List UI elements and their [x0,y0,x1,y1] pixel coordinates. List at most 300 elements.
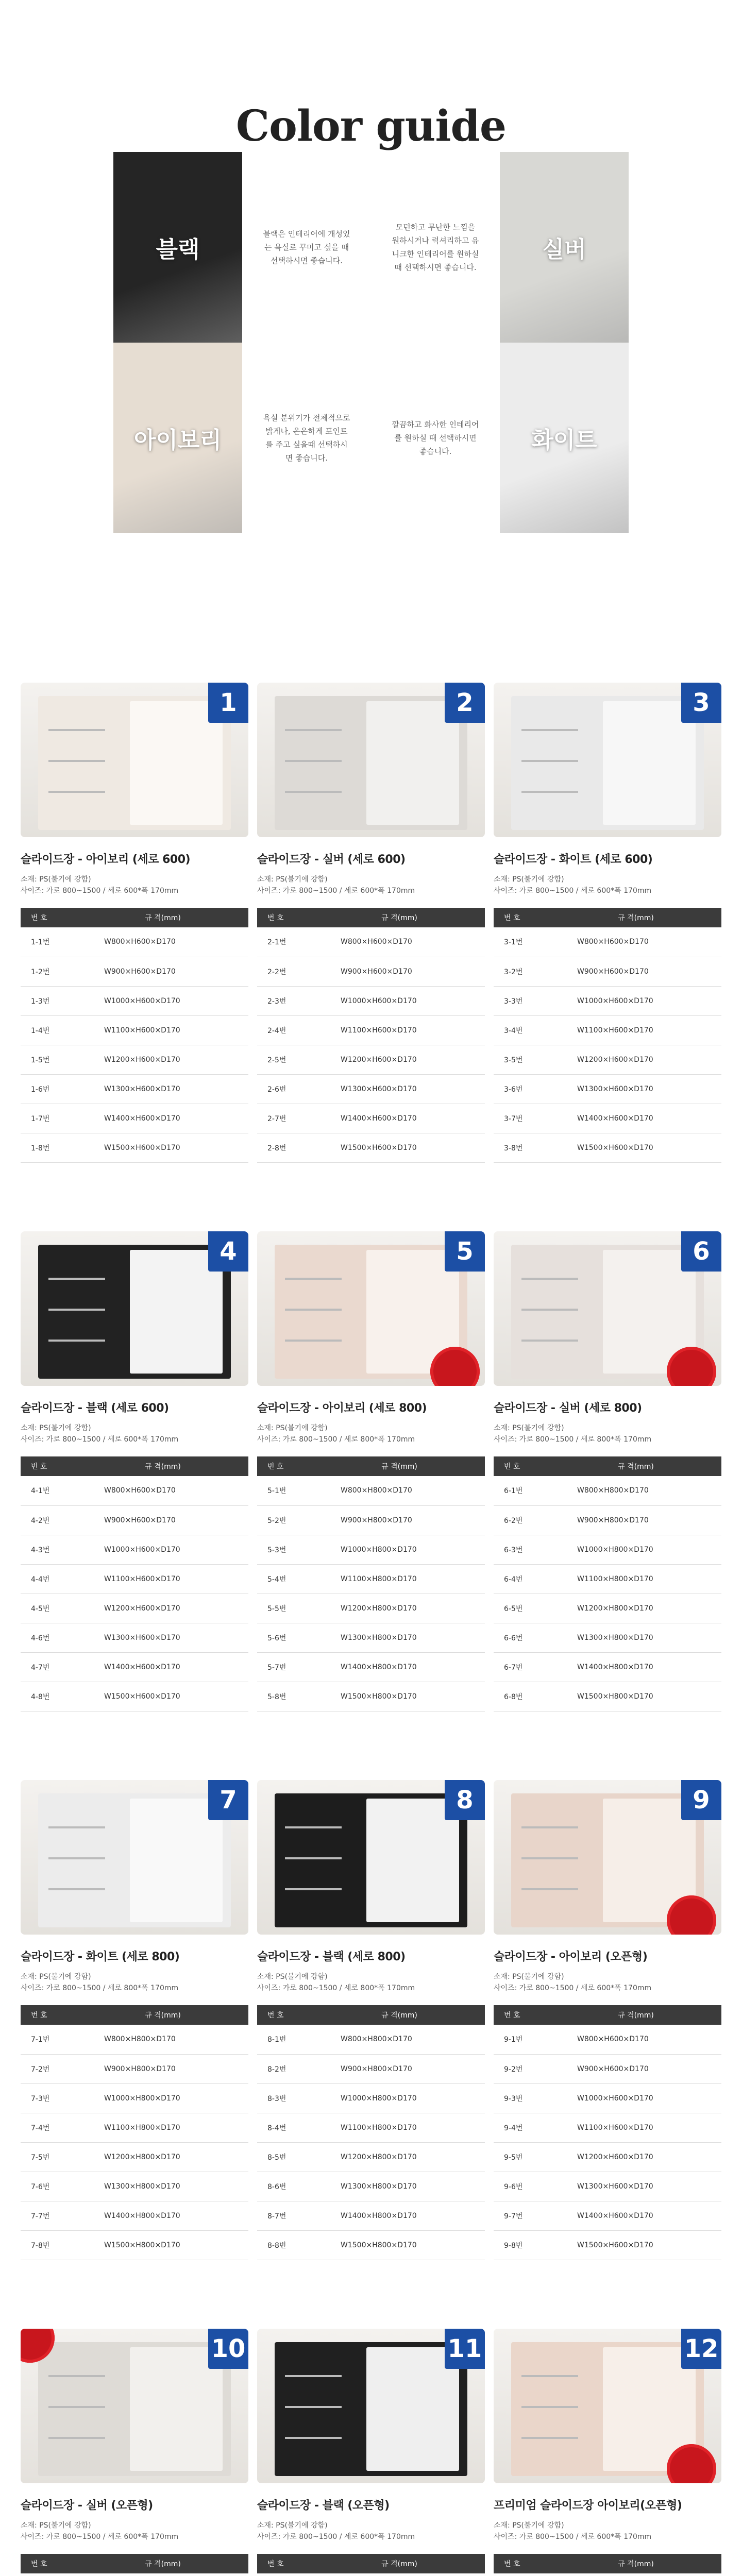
cell-number: 3-2번 [494,957,550,986]
cell-spec: W1100×H600×D170 [550,1015,721,1045]
cell-spec: W1500×H600×D170 [77,1682,248,1711]
cell-number: 5-5번 [257,1594,314,1623]
header-no: 번 호 [257,908,314,927]
shelf [521,760,578,762]
table-row[interactable] [494,2172,721,2201]
product-title: 프리미엄 슬라이드장 아이보리(오픈형) [494,2499,682,2512]
shelf [521,1857,578,1859]
table-row[interactable] [21,986,248,1015]
cell-spec: W1100×H600×D170 [314,1015,485,1045]
product-row [21,2329,721,2576]
product-size: 사이즈: 가로 800~1500 / 세로 600*폭 170mm [494,2533,652,2541]
shelf [521,1309,578,1311]
product-image [494,2329,721,2483]
cell-spec: W1100×H800×D170 [314,2113,485,2142]
header-no: 번 호 [257,2005,314,2025]
product-card[interactable] [21,683,248,1208]
cell-spec: W1300×H600×D170 [77,1074,248,1104]
product-number-badge: 2 [445,683,485,723]
product-card[interactable] [21,1231,248,1756]
header-no: 번 호 [21,908,77,927]
table-row[interactable] [494,1564,721,1594]
cell-spec: W1100×H800×D170 [77,2113,248,2142]
header-spec: 규 격(mm) [77,1456,248,1476]
cell-number: 6-8번 [494,1682,550,1711]
product-number-badge: 3 [681,683,721,723]
product-card[interactable] [494,2329,721,2576]
swatch-desc-silver [371,152,500,343]
spec-table [21,2554,248,2576]
table-row[interactable] [257,2142,485,2172]
product-card[interactable] [257,683,485,1208]
shelf [285,760,342,762]
table-row[interactable] [21,1564,248,1594]
cell-number: 1-4번 [21,1015,77,1045]
shelf [285,1309,342,1311]
cell-spec: W900×H800×D170 [77,2054,248,2083]
product-number-badge: 8 [445,1780,485,1820]
table-row[interactable] [494,2201,721,2230]
cell-number: 9-8번 [494,2230,550,2260]
cell-number: 5-3번 [257,1535,314,1564]
swatch-white [500,343,629,533]
cell-number: 3-1번 [494,927,550,957]
cell-spec: W800×H800×D170 [550,1476,721,1505]
product-title: 슬라이드장 - 실버 (오픈형) [21,2499,153,2512]
spec-table [257,2554,485,2576]
shelf [285,2375,342,2377]
shelf [48,1340,105,1342]
shelf [521,1888,578,1890]
table-row[interactable] [21,2083,248,2113]
color-guide-grid [113,152,629,533]
table-row[interactable] [494,1476,721,1505]
product-size: 사이즈: 가로 800~1500 / 세로 800*폭 170mm [257,1435,415,1444]
product-size: 사이즈: 가로 800~1500 / 세로 800*폭 170mm [257,1984,415,1992]
product-material: 소재: PS(불기에 강함) [21,2521,91,2530]
product-number-badge: 5 [445,1231,485,1272]
shelf [285,1278,342,1280]
product-title: 슬라이드장 - 화이트 (세로 800) [21,1951,180,1963]
product-material: 소재: PS(불기에 강함) [257,2521,328,2530]
cell-number: 8-8번 [257,2230,314,2260]
cell-number: 6-7번 [494,1652,550,1682]
table-row[interactable] [21,1104,248,1133]
cell-number: 2-3번 [257,986,314,1015]
product-number-badge: 6 [681,1231,721,1272]
cell-number: 9-1번 [494,2025,550,2054]
cell-spec: W900×H600×D170 [550,957,721,986]
cell-spec [550,2573,721,2576]
cell-spec: W1000×H800×D170 [77,2083,248,2113]
product-title: 슬라이드장 - 실버 (세로 600) [257,853,406,866]
table-row[interactable] [21,957,248,986]
header-spec: 규 격(mm) [314,1456,485,1476]
header-spec: 규 격(mm) [77,908,248,927]
shelf [285,1340,342,1342]
cell-number: 7-2번 [21,2054,77,2083]
table-row[interactable] [494,1623,721,1652]
header-no: 번 호 [494,1456,550,1476]
cell-number: 5-1번 [257,1476,314,1505]
table-row[interactable] [21,927,248,957]
product-image [257,683,485,837]
product-title: 슬라이드장 - 블랙 (오픈형) [257,2499,390,2512]
shelf [48,760,105,762]
cell-number: 4-1번 [21,1476,77,1505]
product-material: 소재: PS(불기에 강함) [21,1973,91,1981]
cell-number: 5-4번 [257,1564,314,1594]
cell-spec: W1000×H600×D170 [314,986,485,1015]
table-header-row [257,1456,485,1476]
spec-table [494,2005,721,2260]
table-row[interactable] [494,2142,721,2172]
product-card[interactable] [257,1780,485,2305]
cell-spec: W1100×H800×D170 [550,1564,721,1594]
product-row [21,683,721,1208]
table-row[interactable] [494,2083,721,2113]
cell-number: 3-3번 [494,986,550,1015]
shelf [521,1278,578,1280]
table-row[interactable] [257,2025,485,2054]
cell-spec: W1200×H800×D170 [314,2142,485,2172]
table-row[interactable] [21,1476,248,1505]
cell-number: 8-1번 [257,2025,314,2054]
cell-spec: W900×H600×D170 [550,2054,721,2083]
cell-spec: W1100×H600×D170 [77,1015,248,1045]
cell-spec: W1200×H800×D170 [550,1594,721,1623]
cell-spec: W1100×H600×D170 [550,2113,721,2142]
cell-number: 7-5번 [21,2142,77,2172]
cell-spec: W1300×H800×D170 [77,2172,248,2201]
table-row[interactable] [257,1623,485,1652]
table-row[interactable] [21,2054,248,2083]
table-row[interactable] [257,1505,485,1535]
cell-spec: W1300×H800×D170 [314,1623,485,1652]
table-header-row [21,1456,248,1476]
spec-table [494,908,721,1163]
shelf [521,1340,578,1342]
cell-spec: W1500×H600×D170 [550,1133,721,1162]
spec-table [21,2005,248,2260]
cell-number: 7-4번 [21,2113,77,2142]
table-row[interactable] [494,1015,721,1045]
cell-spec: W1400×H600×D170 [77,1652,248,1682]
table-row[interactable] [494,927,721,957]
cell-spec: W1500×H600×D170 [314,1133,485,1162]
cell-spec: W1200×H600×D170 [314,1045,485,1074]
product-title: 슬라이드장 - 아이보리 (세로 800) [257,1402,427,1415]
table-row[interactable] [21,1505,248,1535]
product-card[interactable] [494,1231,721,1756]
product-title: 슬라이드장 - 화이트 (세로 600) [494,853,653,866]
product-number-badge: 1 [208,683,248,723]
shelf [48,729,105,731]
cell-number [21,2573,77,2576]
table-row[interactable] [494,2230,721,2260]
table-row[interactable] [21,1682,248,1711]
table-row[interactable] [494,2113,721,2142]
table-header-row [257,908,485,927]
swatch-desc-ivory [242,343,371,533]
table-header-row [494,2005,721,2025]
product-image [494,1231,721,1386]
table-row[interactable] [257,1564,485,1594]
header-spec: 규 격(mm) [314,2554,485,2573]
shelf [48,1888,105,1890]
shelf [285,791,342,793]
product-card[interactable] [494,683,721,1208]
cell-number: 8-2번 [257,2054,314,2083]
cell-spec: W1400×H800×D170 [314,1652,485,1682]
cell-spec: W1200×H600×D170 [550,2142,721,2172]
table-row[interactable] [494,957,721,986]
color-guide-title: Color guide [235,101,507,151]
table-header-row [21,2554,248,2573]
table-row[interactable] [21,2172,248,2201]
swatch-name: 아이보리 [133,427,222,453]
product-image [21,683,248,837]
product-material: 소재: PS(불기에 강함) [21,875,91,884]
table-row[interactable] [21,2201,248,2230]
product-number-badge: 10 [208,2329,248,2369]
table-row[interactable] [21,1535,248,1564]
table-row[interactable] [21,1594,248,1623]
cell-number: 2-6번 [257,1074,314,1104]
table-row[interactable] [21,2573,248,2576]
cell-spec: W1300×H600×D170 [550,1074,721,1104]
table-row[interactable] [257,1652,485,1682]
cell-number: 8-4번 [257,2113,314,2142]
shelf [521,2437,578,2439]
header-no: 번 호 [257,1456,314,1476]
cell-number: 8-7번 [257,2201,314,2230]
product-card[interactable] [21,1780,248,2305]
cell-spec: W1200×H600×D170 [77,1594,248,1623]
product-material: 소재: PS(불기에 강함) [257,875,328,884]
product-size: 사이즈: 가로 800~1500 / 세로 600*폭 170mm [21,1435,179,1444]
product-title: 슬라이드장 - 블랙 (세로 800) [257,1951,406,1963]
product-row [21,1231,721,1756]
table-row[interactable] [257,957,485,986]
table-row[interactable] [257,1015,485,1045]
table-row[interactable] [494,1045,721,1074]
table-header-row [257,2554,485,2573]
product-image [257,2329,485,2483]
cell-spec: W800×H600×D170 [77,927,248,957]
cell-spec: W1300×H800×D170 [550,1623,721,1652]
cell-number: 6-1번 [494,1476,550,1505]
cell-number: 1-6번 [21,1074,77,1104]
cell-number: 6-4번 [494,1564,550,1594]
table-row[interactable] [257,2230,485,2260]
product-number-badge: 11 [445,2329,485,2369]
table-row[interactable] [494,1682,721,1711]
header-no: 번 호 [494,2005,550,2025]
table-row[interactable] [257,1045,485,1074]
cell-number: 8-6번 [257,2172,314,2201]
cell-spec: W900×H800×D170 [314,2054,485,2083]
shelf [285,2406,342,2408]
product-card[interactable] [21,2329,248,2576]
cell-number: 3-7번 [494,1104,550,1133]
product-card[interactable] [257,1231,485,1756]
cell-number: 9-2번 [494,2054,550,2083]
cell-spec: W1300×H600×D170 [550,2172,721,2201]
cell-number: 6-6번 [494,1623,550,1652]
swatch-black [113,152,242,343]
product-material: 소재: PS(불기에 강함) [494,1424,564,1432]
swatch-desc: 욕실 분위기가 전체적으로 밝게나, 은은하게 포인트를 주고 싶을때 선택하시면 좋습니다. [263,413,350,463]
product-material: 소재: PS(불기에 강함) [21,1424,91,1432]
product-number-badge: 7 [208,1780,248,1820]
cell-spec: W1100×H800×D170 [314,1564,485,1594]
cell-number: 4-2번 [21,1505,77,1535]
cell-spec: W1500×H800×D170 [550,1682,721,1711]
table-row[interactable] [494,2025,721,2054]
table-row[interactable] [494,986,721,1015]
swatch-desc-black [242,152,371,343]
spec-table [494,2554,721,2576]
cell-spec: W800×H800×D170 [314,1476,485,1505]
shelf [48,2375,105,2377]
table-row[interactable] [257,2054,485,2083]
cell-number: 7-3번 [21,2083,77,2113]
cell-number: 9-5번 [494,2142,550,2172]
table-row[interactable] [21,1074,248,1104]
cell-number: 9-7번 [494,2201,550,2230]
cell-spec: W1400×H600×D170 [77,1104,248,1133]
product-card[interactable] [494,1780,721,2305]
table-row[interactable] [21,1652,248,1682]
table-row[interactable] [494,1505,721,1535]
spec-table [21,908,248,1163]
table-row[interactable] [257,2573,485,2576]
product-list [21,683,721,2576]
table-row[interactable] [257,927,485,957]
cell-spec: W1400×H600×D170 [314,1104,485,1133]
shelf [48,1857,105,1859]
cell-number: 5-2번 [257,1505,314,1535]
cell-number: 6-5번 [494,1594,550,1623]
cell-number: 1-7번 [21,1104,77,1133]
cell-spec: W1500×H600×D170 [77,1133,248,1162]
header-spec: 규 격(mm) [550,2005,721,2025]
header-spec: 규 격(mm) [77,2005,248,2025]
shelf [48,2437,105,2439]
table-row[interactable] [257,1594,485,1623]
spec-table [494,1456,721,1711]
table-row[interactable] [494,2054,721,2083]
table-row[interactable] [257,1133,485,1162]
product-size: 사이즈: 가로 800~1500 / 세로 600*폭 170mm [257,887,415,895]
table-row[interactable] [494,1074,721,1104]
cell-number: 2-2번 [257,957,314,986]
shelf [285,1857,342,1859]
swatch-name: 블랙 [156,236,200,263]
cell-number: 7-8번 [21,2230,77,2260]
table-header-row [21,908,248,927]
table-row[interactable] [257,1104,485,1133]
table-row[interactable] [494,1133,721,1162]
table-row[interactable] [494,1535,721,1564]
product-material: 소재: PS(불기에 강함) [257,1424,328,1432]
table-row[interactable] [494,1652,721,1682]
cell-spec: W900×H600×D170 [314,957,485,986]
cell-number: 4-8번 [21,1682,77,1711]
cell-number: 8-3번 [257,2083,314,2113]
table-row[interactable] [257,1476,485,1505]
product-image [257,1780,485,1935]
table-row[interactable] [494,2573,721,2576]
cell-number: 7-1번 [21,2025,77,2054]
header-no: 번 호 [21,1456,77,1476]
table-row[interactable] [21,2142,248,2172]
table-row[interactable] [257,1074,485,1104]
header-spec: 규 격(mm) [550,1456,721,1476]
table-row[interactable] [494,1104,721,1133]
table-header-row [494,908,721,927]
header-no: 번 호 [494,2554,550,2573]
cell-spec [77,2573,248,2576]
cell-spec: W900×H600×D170 [77,957,248,986]
product-card[interactable] [257,2329,485,2576]
product-number-badge: 9 [681,1780,721,1820]
table-row[interactable] [257,1682,485,1711]
cell-spec: W800×H600×D170 [314,927,485,957]
cell-number: 1-2번 [21,957,77,986]
cell-number [257,2573,314,2576]
cell-number: 1-5번 [21,1045,77,1074]
spec-table [257,1456,485,1711]
table-row[interactable] [21,1623,248,1652]
product-material: 소재: PS(불기에 강함) [494,875,564,884]
table-row[interactable] [21,2025,248,2054]
header-spec: 규 격(mm) [550,908,721,927]
table-row[interactable] [21,1045,248,1074]
cell-number: 4-4번 [21,1564,77,1594]
table-row[interactable] [21,2113,248,2142]
table-row[interactable] [257,1535,485,1564]
table-row[interactable] [21,1015,248,1045]
cell-number: 1-1번 [21,927,77,957]
swatch-silver [500,152,629,343]
table-row[interactable] [257,2201,485,2230]
cell-number: 2-7번 [257,1104,314,1133]
cell-spec: W800×H600×D170 [77,1476,248,1505]
cell-spec: W1300×H800×D170 [314,2172,485,2201]
table-row[interactable] [494,1594,721,1623]
cell-number: 7-6번 [21,2172,77,2201]
cell-spec: W900×H800×D170 [314,1505,485,1535]
table-row[interactable] [257,986,485,1015]
table-row[interactable] [21,2230,248,2260]
table-row[interactable] [257,2083,485,2113]
table-row[interactable] [21,1133,248,1162]
shelf [48,2406,105,2408]
cell-spec: W1000×H600×D170 [77,986,248,1015]
table-row[interactable] [257,2113,485,2142]
cell-spec: W1000×H800×D170 [314,1535,485,1564]
table-row[interactable] [257,2172,485,2201]
cell-number: 5-6번 [257,1623,314,1652]
swatch-desc-white [371,343,500,533]
shelf [521,1826,578,1828]
shelf [285,1888,342,1890]
product-number-badge: 4 [208,1231,248,1272]
product-material: 소재: PS(불기에 강함) [494,1973,564,1981]
header-no: 번 호 [257,2554,314,2573]
